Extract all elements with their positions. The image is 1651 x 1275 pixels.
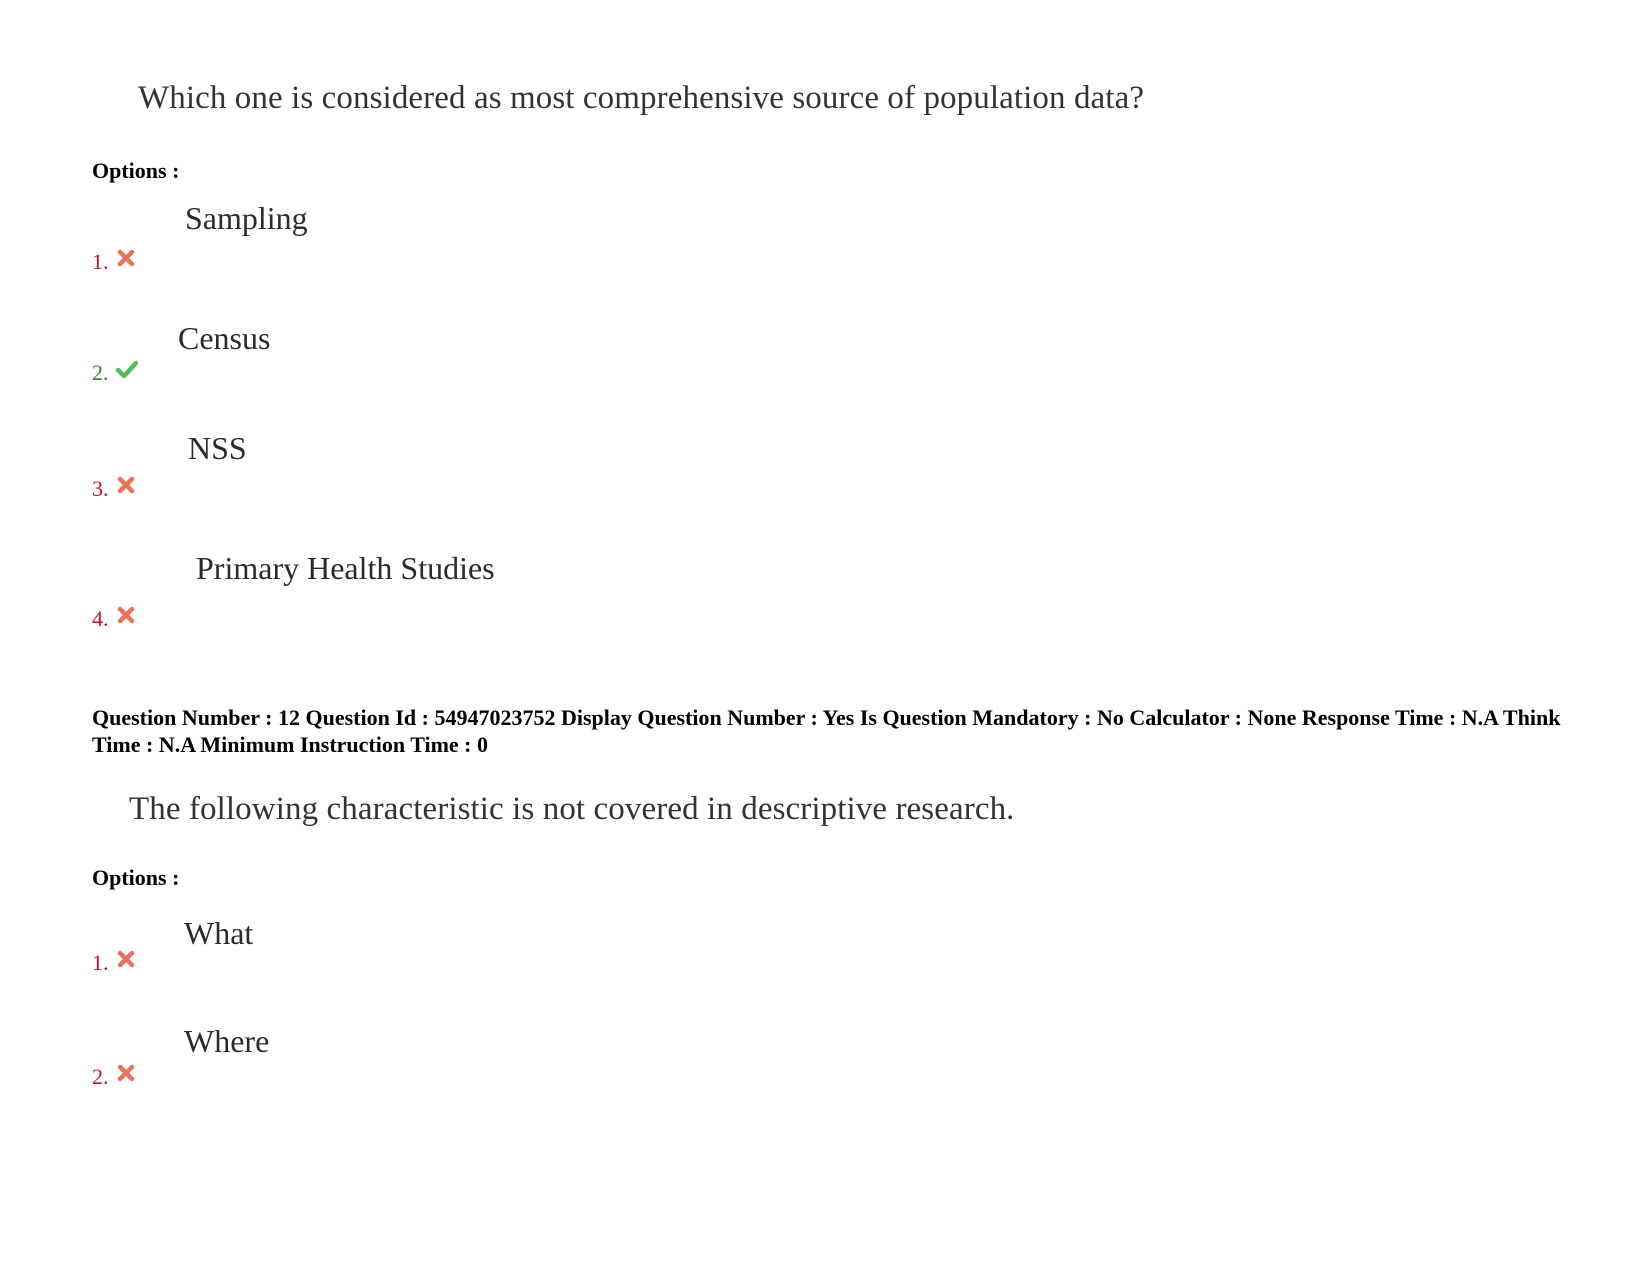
options-heading: Options : xyxy=(92,158,180,183)
option-text: NSS xyxy=(188,430,247,466)
cross-icon xyxy=(117,1064,135,1082)
check-icon xyxy=(116,360,138,378)
cross-icon xyxy=(117,606,135,624)
option-number: 2. xyxy=(92,360,109,385)
question-text: Which one is considered as most comprehensive source of population data? xyxy=(138,80,1145,116)
option-text: What xyxy=(184,915,254,951)
cross-icon xyxy=(117,476,135,494)
option-number: 1. xyxy=(92,950,109,975)
option-text: Where xyxy=(184,1023,270,1059)
option-text: Primary Health Studies xyxy=(196,550,495,586)
options-heading: Options : xyxy=(92,865,180,890)
question-meta: Question Number : 12 Question Id : 54947023752 Display Question Number : Yes Is Question Mandatory : No Calculator : None Response Time : N.A Think Time : N.A Minimum Instruction Time : 0 xyxy=(92,705,1561,757)
cross-icon xyxy=(117,249,135,267)
option-number: 2. xyxy=(92,1064,109,1089)
option-number: 3. xyxy=(92,476,109,501)
option-text: Sampling xyxy=(185,200,308,236)
option-number: 1. xyxy=(92,249,109,274)
option-text: Census xyxy=(178,320,271,356)
option-number: 4. xyxy=(92,606,109,631)
cross-icon xyxy=(117,950,135,968)
question-text: The following characteristic is not covered in descriptive research. xyxy=(129,791,1015,827)
